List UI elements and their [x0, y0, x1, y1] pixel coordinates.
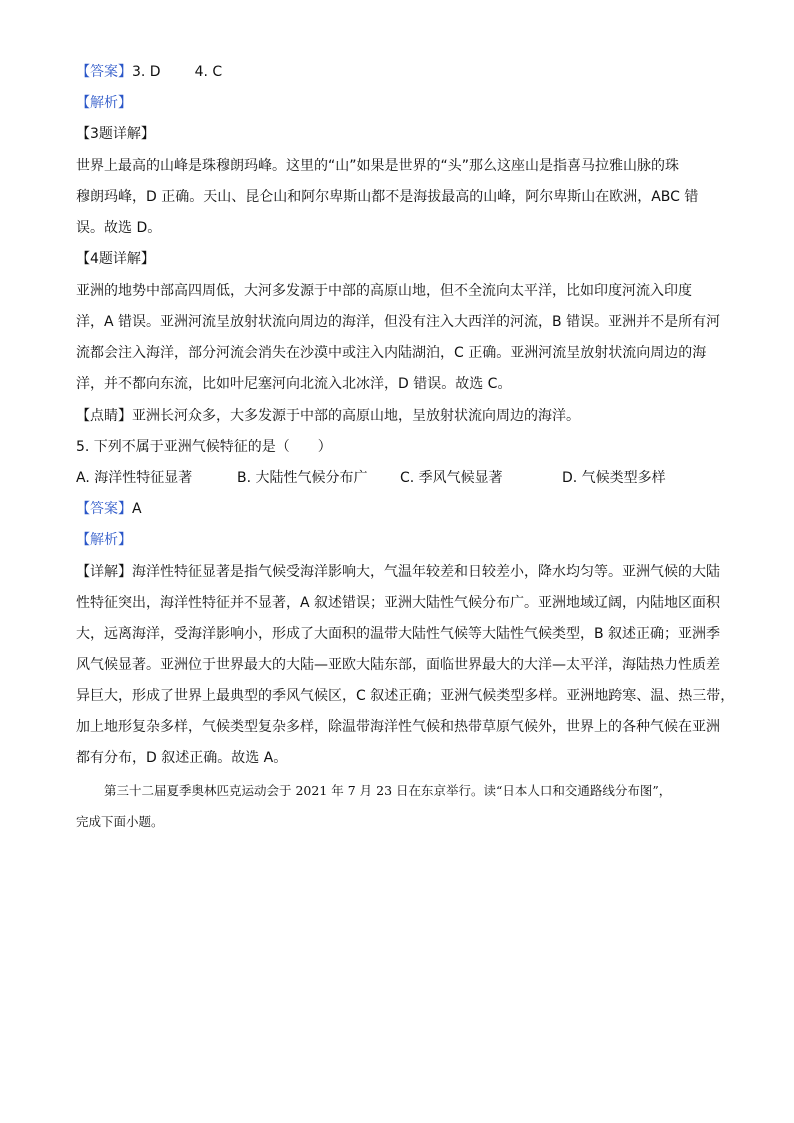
answer-q4: 4. C [194, 64, 223, 80]
q5-detail-tag: 【详解】 [76, 564, 132, 580]
q4-detail-line: 洋，并不都向东流，比如叶尼塞河向北流入北冰洋，D 错误。故选 C。 [76, 376, 512, 392]
answer-tag: 【答案】 [76, 64, 132, 80]
key-point-tag: 【点睛】 [76, 408, 132, 424]
question-5-stem: 5. 下列不属于亚洲气候特征的是（ ） [76, 439, 332, 455]
q3-detail-heading: 【3题详解】 [76, 126, 155, 142]
q5-detail-line: 风气候显著。亚洲位于世界最大的大陆—亚欧大陆东部，面临世界最大的大洋—太平洋，海陆热力性质差 [76, 657, 720, 673]
option-d: D. 气候类型多样 [562, 470, 666, 486]
answer-value: A [132, 501, 142, 517]
q4-detail-line: 亚洲的地势中部高四周低，大河多发源于中部的高原山地，但不全流向太平洋，比如印度河流入印度 [76, 283, 692, 299]
answer-line-2 [76, 499, 726, 519]
key-point-text: 亚洲长河众多，大多发源于中部的高原山地，呈放射状流向周边的海洋。 [132, 408, 580, 424]
option-c: C. 季风气候显著 [400, 470, 503, 486]
answer-tag: 【答案】 [76, 501, 132, 517]
q4-detail-line: 流都会注入海洋，部分河流会消失在沙漠中或注入内陆湖泊，C 正确。亚洲河流呈放射状流向周边的海 [76, 345, 707, 361]
q5-detail-line: 性特征突出，海洋性特征并不显著，A 叙述错误；亚洲大陆性气候分布广。亚洲地域辽阔，内陆地区面积 [76, 595, 721, 611]
q5-detail-line [76, 562, 726, 582]
q4-detail-heading: 【4题详解】 [76, 251, 155, 267]
answer-q3: 3. D [132, 64, 161, 80]
key-point-line [76, 406, 726, 426]
passage-line: 完成下面小题。 [76, 814, 164, 829]
q3-detail-line: 世界上最高的山峰是珠穆朗玛峰。这里的“山”如果是世界的“头”那么这座山是指喜马拉雅山脉的珠 [76, 158, 680, 174]
q5-detail-text: 海洋性特征显著是指气候受海洋影响大，气温年较差和日较差小，降水均匀等。亚洲气候的大陆 [132, 564, 720, 580]
analysis-tag-1: 【解析】 [76, 95, 132, 111]
q3-detail-line: 穆朗玛峰，D 正确。天山、昆仑山和阿尔卑斯山都不是海拔最高的山峰，阿尔卑斯山在欧洲，ABC 错 [76, 189, 699, 205]
q3-detail-line: 误。故选 D。 [76, 220, 162, 236]
option-a: A. 海洋性特征显著 [76, 470, 193, 486]
analysis-tag-2: 【解析】 [76, 532, 132, 548]
q5-detail-line: 大，远离海洋，受海洋影响小，形成了大面积的温带大陆性气候等大陆性气候类型，B 叙述正确；亚洲季 [76, 626, 721, 642]
q5-detail-line: 异巨大，形成了世界上最典型的季风气候区，C 叙述正确；亚洲气候类型多样。亚洲地跨寒、温、热三带， [76, 688, 735, 704]
answer-line-1 [76, 62, 726, 82]
q4-detail-line: 洋，A 错误。亚洲河流呈放射状流向周边的海洋，但没有注入大西洋的河流，B 错误。亚洲并不是所有河 [76, 314, 721, 330]
q5-detail-line: 加上地形复杂多样，气候类型复杂多样，除温带海洋性气候和热带草原气候外，世界上的各种气候在亚洲 [76, 719, 720, 735]
q5-detail-line: 都有分布，D 叙述正确。故选 A。 [76, 750, 288, 766]
passage-line: 第三十二届夏季奥林匹克运动会于 2021 年 7 月 23 日在东京举行。读“日本人口和交通路线分布图”， [104, 783, 672, 798]
option-b: B. 大陆性气候分布广 [237, 470, 368, 486]
